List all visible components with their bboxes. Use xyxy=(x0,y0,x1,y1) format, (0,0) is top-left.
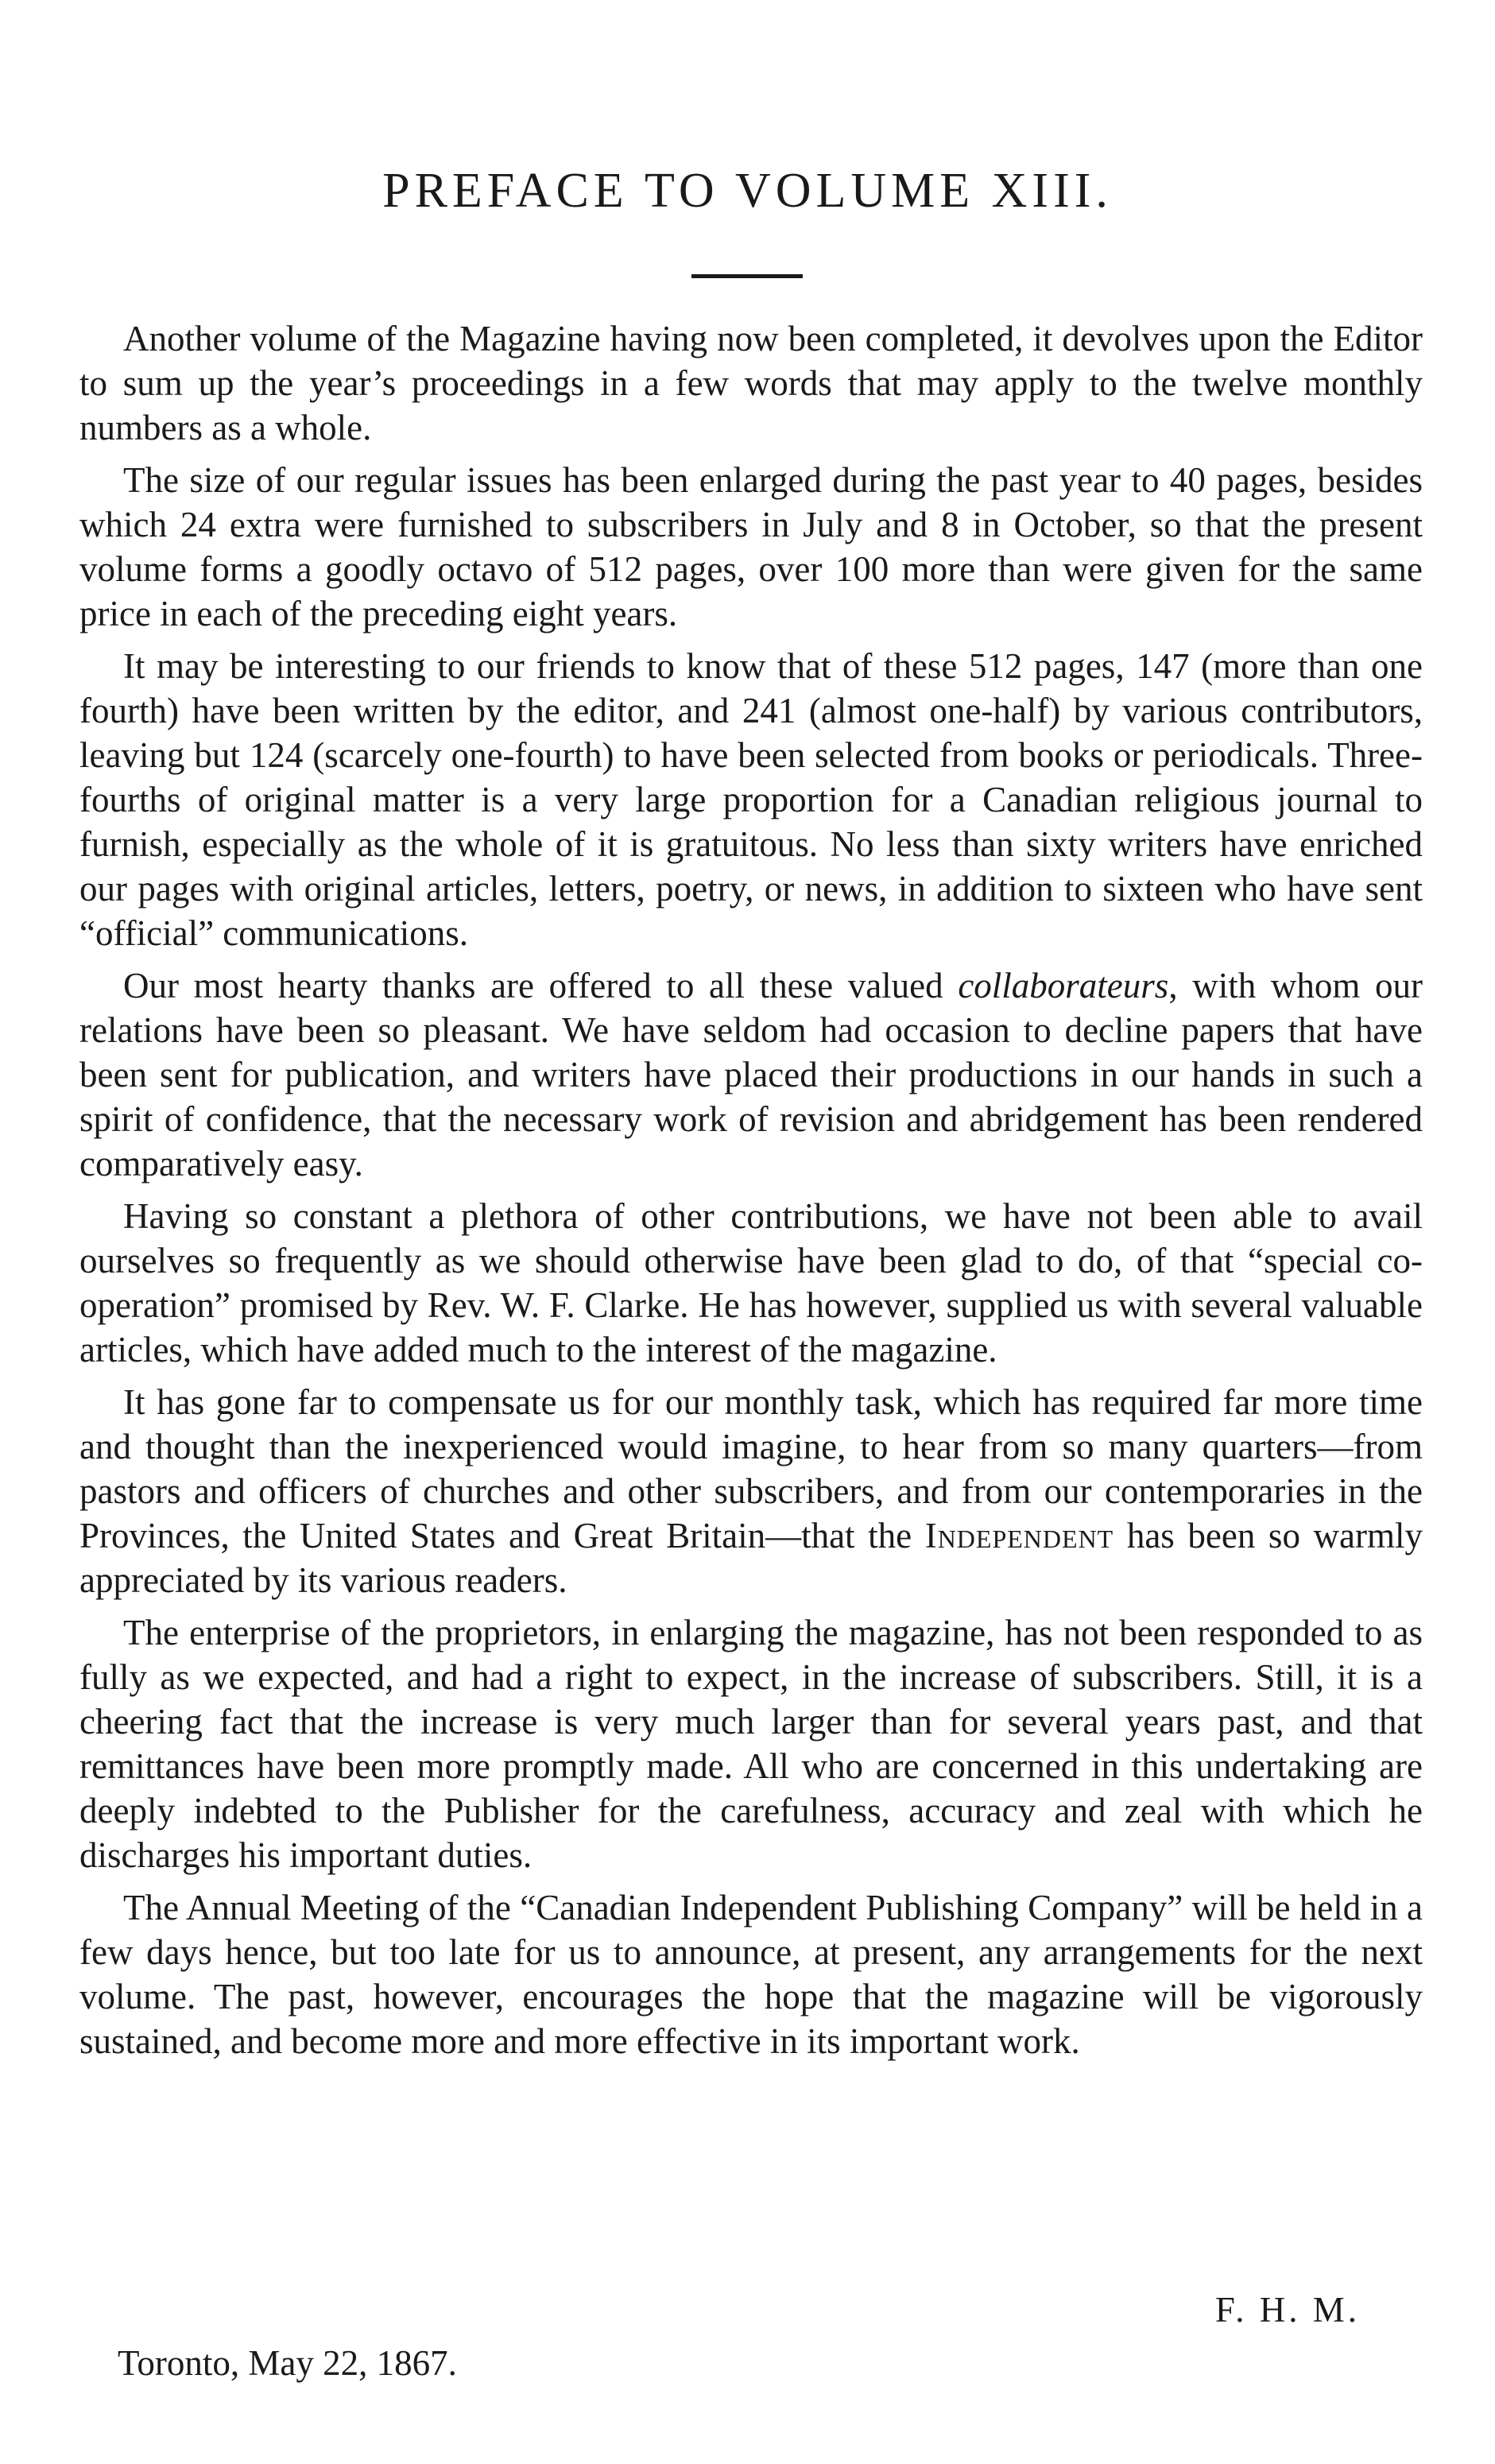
paragraph-8: The Annual Meeting of the “Canadian Independent Publishing Company” will be held in a few days hence, but too late for us to announce, at present, any arrangements for the next volume. The past, however, encourages the hope that the magazine will be vigorously sustained, and become more and more effective in its important work. xyxy=(79,1888,1423,2061)
italic-term: collaborateurs xyxy=(958,966,1169,1005)
paragraph-5: Having so constant a plethora of other contributions, we have not been able to avail ourselves so frequently as we should otherwise have been glad to do, of that “special co-operation” promised by Rev. W. F. Clarke. He has however, supplied us with several valuable articles, which have added much to the interest of the magazine. xyxy=(79,1196,1423,1370)
paragraph-6 xyxy=(79,1380,1423,1602)
paragraph-7: The enterprise of the proprietors, in enlarging the magazine, has not been responded to as fully as we expected, and had a right to expect, in the increase of subscribers. Still, it is a cheering fact that the increase is very much larger than for several years past, and that remittances have been more promptly made. All who are concerned in this undertaking are deeply indebted to the Publisher for the carefulness, accuracy and zeal with which he discharges his important duties. xyxy=(79,1613,1423,1875)
paragraph-1: Another volume of the Magazine having now been completed, it devolves upon the Editor to sum up the year’s proceedings in a few words that may apply to the twelve monthly numbers as a whole. xyxy=(79,319,1423,447)
paragraph-4-text-before: Our most hearty thanks are offered to all these valued xyxy=(123,966,959,1005)
signature-initials: F. H. M. xyxy=(1214,2290,1360,2330)
paragraph-4-text-after: , with whom our relations have been so pleasant. We have seldom had occasion to decline papers that have been sent for publication, and writers have placed their productions in our hands in such a spirit of confidence, that the necessary work of revision and abridgement has been rendered comparatively easy. xyxy=(79,966,1423,1184)
preface-body xyxy=(79,316,1423,2071)
paragraph-6-text-after: has been so warmly appreciated by its various readers. xyxy=(79,1516,1423,1600)
publication-name: Independent xyxy=(924,1516,1114,1555)
page-title: PREFACE TO VOLUME XIII. xyxy=(382,164,1113,218)
paragraph-2: The size of our regular issues has been enlarged during the past year to 40 pages, besides which 24 extra were furnished to subscribers in July and 8 in October, so that the present volume forms a goodly octavo of 512 pages, over 100 more than were given for the same price in each of the preceding eight years. xyxy=(79,460,1423,633)
title-rule xyxy=(691,274,803,278)
paragraph-4 xyxy=(79,963,1423,1186)
paragraph-6-text-before: It has gone far to compensate us for our monthly task, which has required far more time and thought than the inexperienced would imagine, to hear from so many quarters—from pastors and officers of churches and other subscribers, and from our contemporaries in the Provinces, the United States and Great Britain—that the xyxy=(79,1382,1423,1555)
dateline: Toronto, May 22, 1867. xyxy=(118,2343,457,2383)
paragraph-3: It may be interesting to our friends to know that of these 512 pages, 147 (more than one fourth) have been written by the editor, and 241 (almost one-half) by various contributors, leaving but 124 (scarcely one-fourth) to have been selected from books or periodicals. Three-fourths of original matter is a very large proportion for a Canadian religious journal to furnish, especially as the whole of it is gratuitous. No less than sixty writers have enriched our pages with original articles, letters, poetry, or news, in addition to sixteen who have sent “official” communications. xyxy=(79,646,1423,953)
